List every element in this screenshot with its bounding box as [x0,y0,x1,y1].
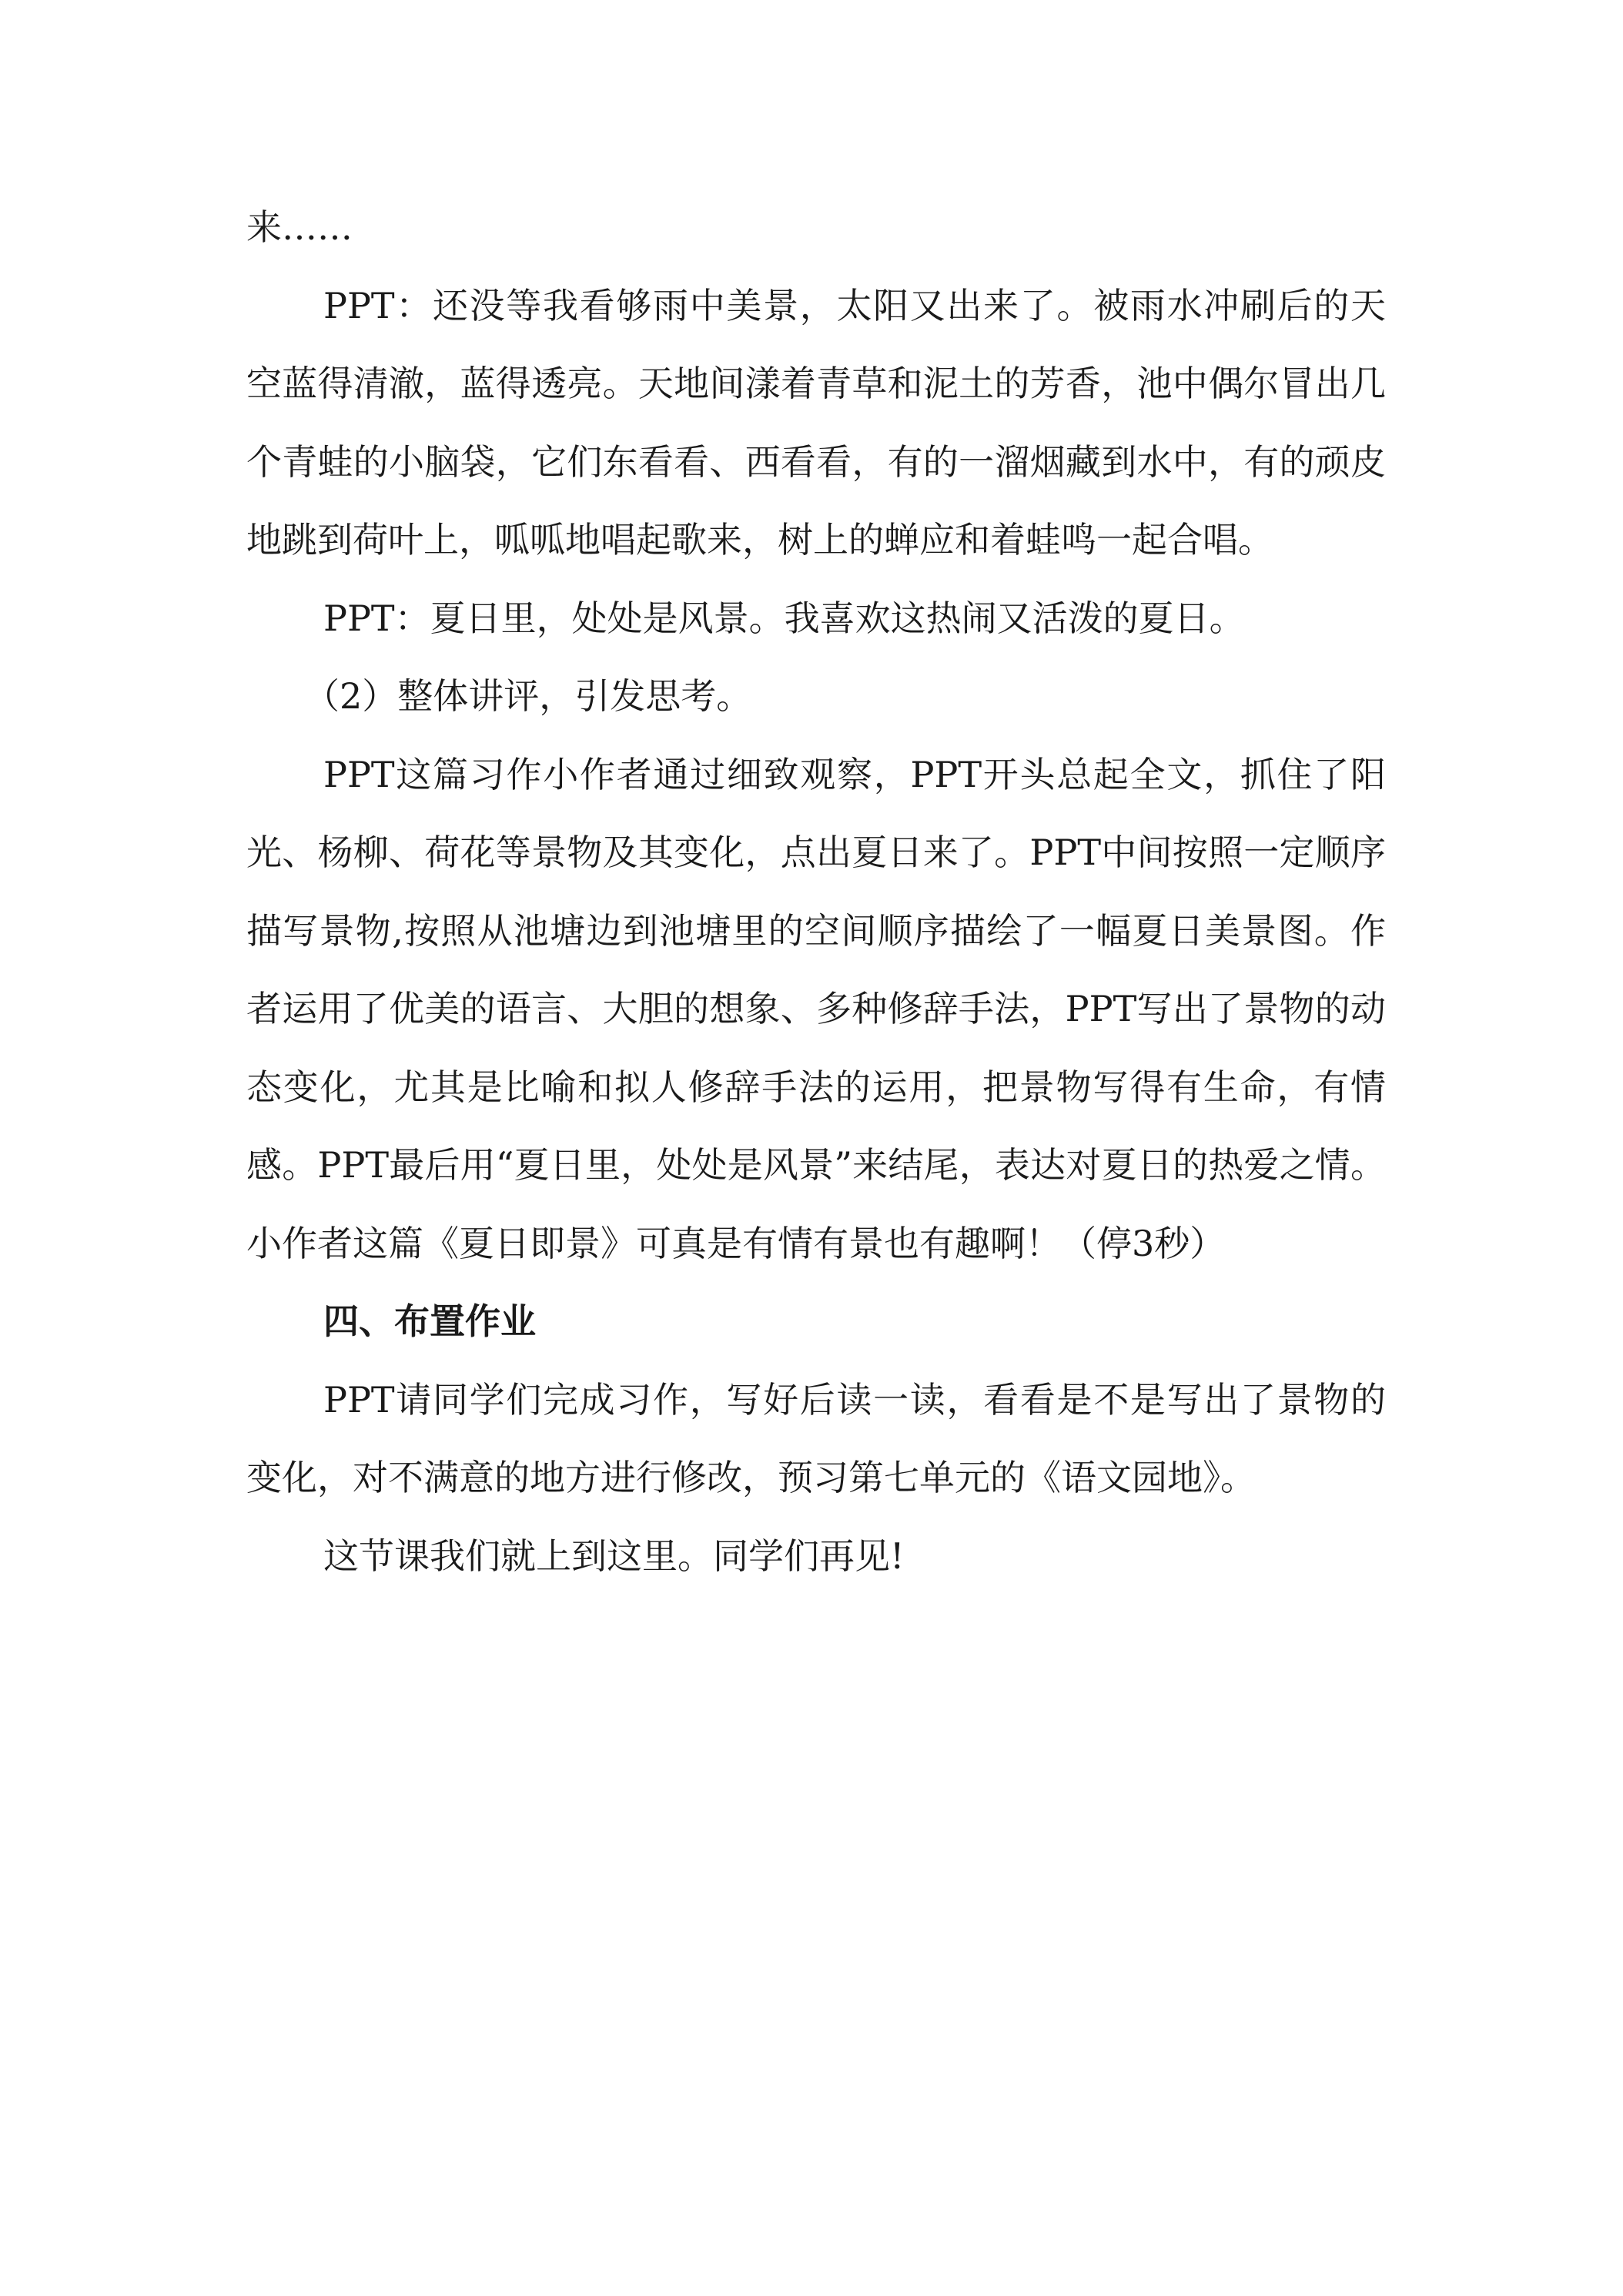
paragraph-ppt-summer-scenery: PPT：夏日里，处处是风景。我喜欢这热闹又活泼的夏日。 [323,597,1245,639]
paragraph-homework-instructions: PPT请同学们完成习作，写好后读一读，看看是不是写出了景物的变化，对不满意的地方进行修改，预习第七单元的《语文园地》。 [246,1378,1386,1498]
paragraph-review-analysis: PPT这篇习作小作者通过细致观察，PPT开头总起全文，抓住了阳光、杨柳、荷花等景物及其变化，点出夏日来了。PPT中间按照一定顺序描写景物,按照从池塘边到池塘里的空间顺序描绘了一幅夏日美景图。作者运用了优美的语言、大胆的想象、多种修辞手法，PPT写出了景物的动态变化，尤其是比喻和拟人修辞手法的运用，把景物写得有生命，有情感。PPT最后用“夏日里，处处是风景”来结尾，表达对夏日的热爱之情。小作者这篇《夏日即景》可真是有情有景也有趣啊！（停3秒） [246,753,1386,1264]
document-body [246,189,1386,1595]
section-heading-homework: 四、布置作业 [323,1300,536,1342]
paragraph-overall-review: （2）整体讲评，引发思考。 [304,675,752,717]
paragraph-continuation: 来…… [246,206,353,248]
paragraph-ppt-after-rain: PPT：还没等我看够雨中美景，太阳又出来了。被雨水冲刷后的天空蓝得清澈，蓝得透亮。天地间漾着青草和泥土的芳香，池中偶尔冒出几个青蛙的小脑袋，它们东看看、西看看，有的一溜烟藏到水中，有的顽皮地跳到荷叶上，呱呱地唱起歌来，树上的蝉应和着蛙鸣一起合唱。 [246,284,1386,561]
paragraph-closing: 这节课我们就上到这里。同学们再见! [323,1535,905,1577]
